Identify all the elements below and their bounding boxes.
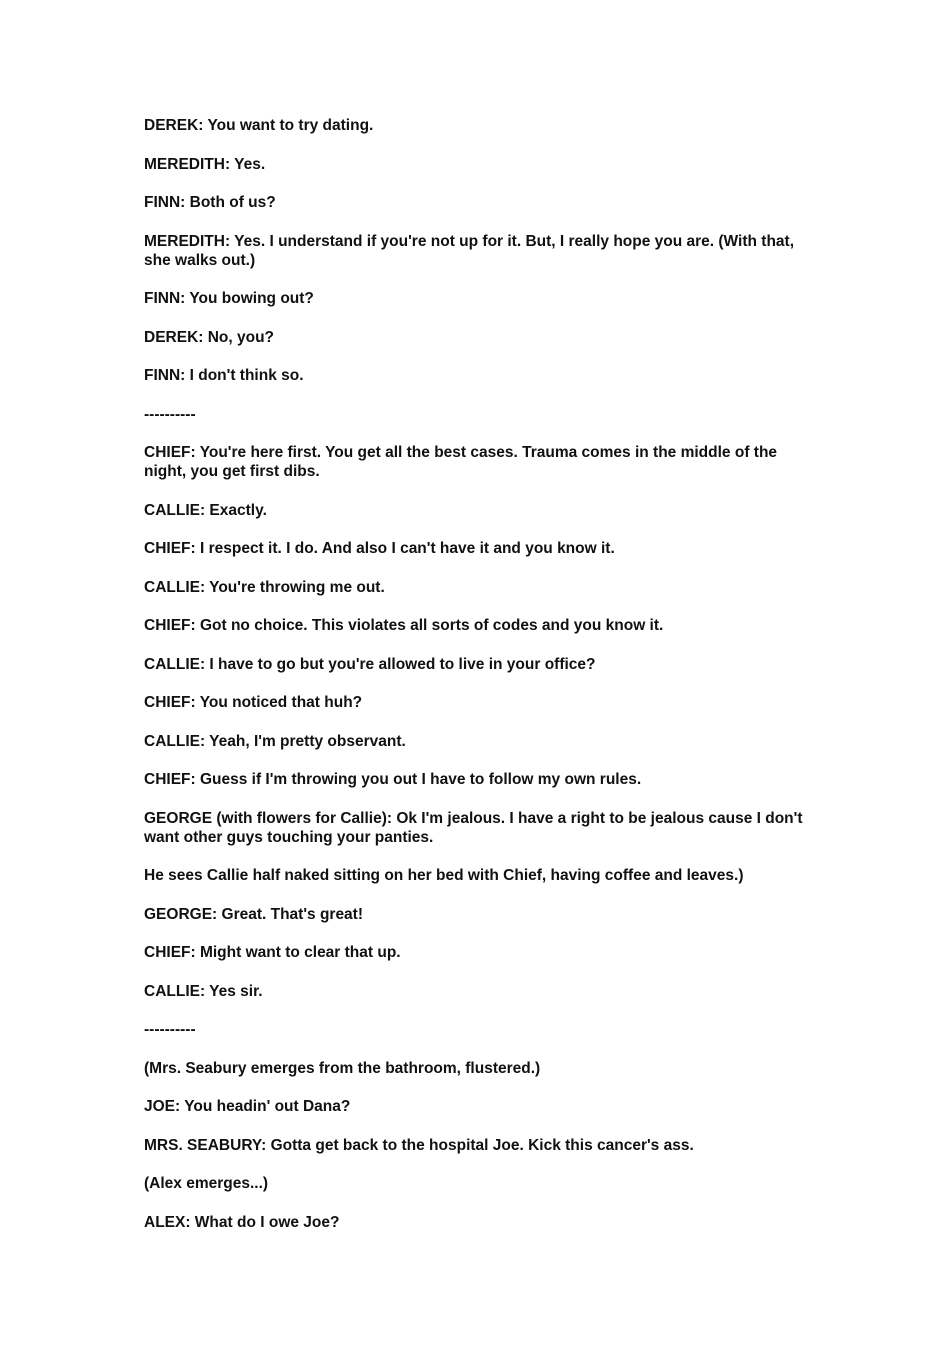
script-line: MRS. SEABURY: Gotta get back to the hospital Joe. Kick this cancer's ass. [144,1136,694,1154]
script-line: CHIEF: You noticed that huh? [144,694,363,711]
script-line: CHIEF: Got no choice. This violates all sorts of codes and you know it. [144,617,664,634]
script-line: CALLIE: Yes sir. [144,982,263,1000]
script-line: CHIEF: Guess if I'm throwing you out I have to follow my own rules. [144,771,642,788]
script-line: ALEX: What do I owe Joe? [144,1213,340,1231]
script-line: CALLIE: Exactly. [144,501,267,519]
scene-divider: ---------- [144,1021,196,1038]
script-line: MEREDITH: Yes. [144,155,266,173]
script-line: CHIEF: Might want to clear that up. [144,944,401,961]
stage-direction: (Mrs. Seabury emerges from the bathroom, flustered.) [144,1059,541,1077]
script-line: CALLIE: Yeah, I'm pretty observant. [144,732,406,750]
script-line: CALLIE: I have to go but you're allowed to live in your office? [144,655,596,673]
script-line: CALLIE: You're throwing me out. [144,578,385,596]
script-line: DEREK: You want to try dating. [144,117,374,134]
script-line: CHIEF: You're here first. You get all the best cases. Trauma comes in the middle of the night, you get first dibs. [144,444,778,480]
script-line: CHIEF: I respect it. I do. And also I can't have it and you know it. [144,540,615,557]
stage-direction: He sees Callie half naked sitting on her bed with Chief, having coffee and leaves.) [144,867,744,884]
script-line: MEREDITH: Yes. I understand if you're not up for it. But, I really hope you are. (With that, she walks out.) [144,232,795,269]
stage-direction: (Alex emerges...) [144,1175,269,1192]
script-line: DEREK: No, you? [144,328,275,346]
scene-divider: ---------- [144,405,196,423]
script-line: FINN: Both of us? [144,194,276,211]
script-line: JOE: You headin' out Dana? [144,1098,351,1115]
script-line: FINN: You bowing out? [144,290,314,307]
script-line: GEORGE: Great. That's great! [144,905,364,923]
script-page [144,116,812,1251]
script-line: FINN: I don't think so. [144,367,304,384]
script-line: GEORGE (with flowers for Callie): Ok I'm jealous. I have a right to be jealous cause I don't want other guys touching your panties. [144,809,803,846]
